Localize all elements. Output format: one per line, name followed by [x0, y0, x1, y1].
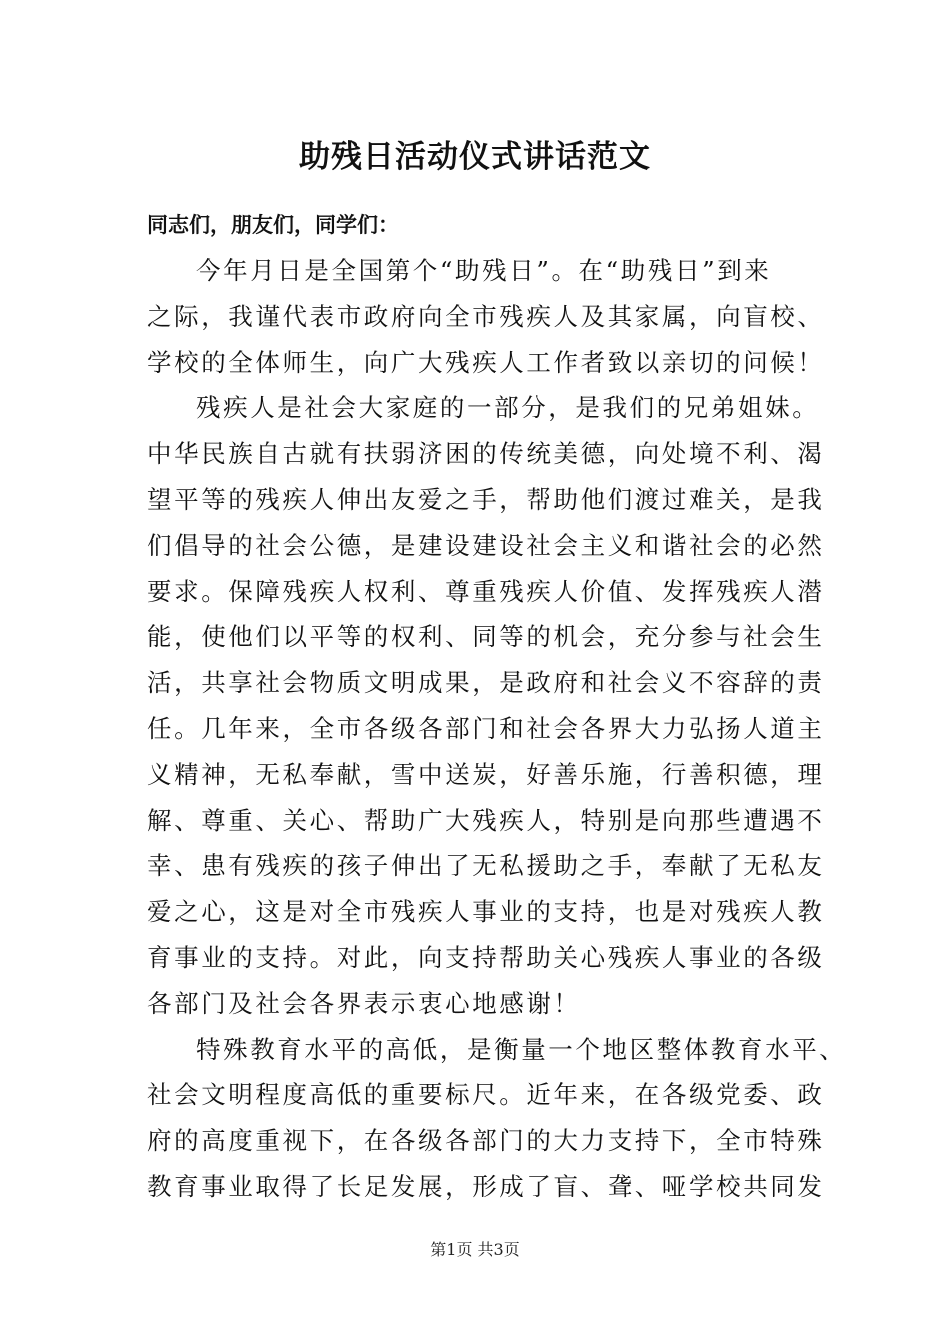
text-line: 中华民族自古就有扶弱济困的传统美德，向处境不利、渴: [147, 439, 825, 469]
text-line: 爱之心，这是对全市残疾人事业的支持，也是对残疾人教: [147, 897, 825, 927]
document-body: [147, 248, 847, 1210]
page-footer: 第1页 共3页: [430, 1240, 520, 1259]
text-line: 特殊教育水平的高低，是衡量一个地区整体教育水平、: [196, 1034, 847, 1064]
text-line: 今年月日是全国第个“助残日”。在“助残日”到来: [196, 256, 772, 285]
document-title: 助残日活动仪式讲话范文: [299, 139, 651, 175]
text-line: 府的高度重视下，在各级各部门的大力支持下，全市特殊: [147, 1126, 825, 1156]
text-line: 们倡导的社会公德，是建设建设社会主义和谐社会的必然: [147, 530, 825, 560]
text-line: 幸、患有残疾的孩子伸出了无私援助之手，奉献了无私友: [147, 851, 825, 881]
text-line: 各部门及社会各界表示衷心地感谢！: [147, 988, 581, 1018]
text-line: 社会文明程度高低的重要标尺。近年来，在各级党委、政: [147, 1080, 825, 1110]
text-line: 能，使他们以平等的权利、同等的机会，充分参与社会生: [147, 622, 825, 652]
text-line: 解、尊重、关心、帮助广大残疾人，特别是向那些遭遇不: [147, 805, 825, 835]
text-line: 要求。保障残疾人权利、尊重残疾人价值、发挥残疾人潜: [147, 576, 825, 606]
text-line: 望平等的残疾人伸出友爱之手，帮助他们渡过难关，是我: [147, 484, 825, 514]
text-line: 任。几年来，全市各级各部门和社会各界大力弘扬人道主: [147, 713, 825, 743]
text-line: 义精神，无私奉献，雪中送炭，好善乐施，行善积德，理: [147, 759, 825, 789]
text-line: 学校的全体师生，向广大残疾人工作者致以亲切的问候！: [147, 347, 825, 377]
salutation: 同志们，朋友们，同学们：: [147, 212, 399, 237]
text-line: 活，共享社会物质文明成果，是政府和社会义不容辞的责: [147, 668, 825, 698]
text-line: 残疾人是社会大家庭的一部分，是我们的兄弟姐妹。: [196, 393, 820, 423]
text-line: 教育事业取得了长足发展，形成了盲、聋、哑学校共同发: [147, 1171, 825, 1201]
text-line: 之际，我谨代表市政府向全市残疾人及其家属，向盲校、: [147, 301, 825, 331]
text-line: 育事业的支持。对此，向支持帮助关心残疾人事业的各级: [147, 942, 825, 972]
